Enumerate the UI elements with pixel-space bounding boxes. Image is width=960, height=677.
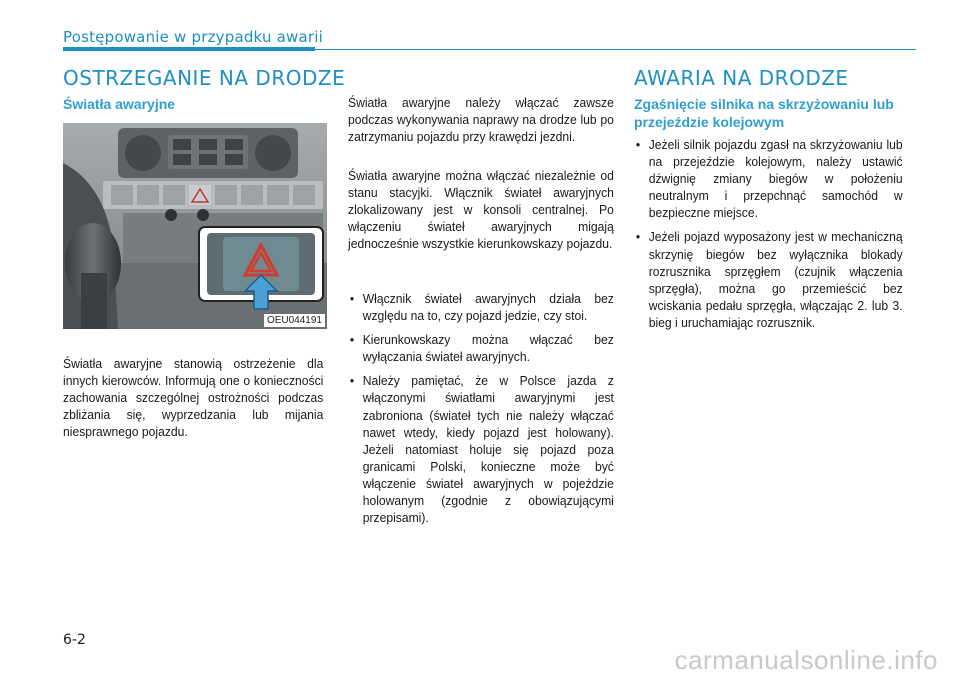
list-item: • Włącznik świateł awaryjnych działa bez względu na to, czy pojazd jedzie, czy stoi. [348,290,614,324]
paragraph-switch-location: Światła awaryjne można włączać niezależnie od stanu stacyjki. Włącznik świateł awaryjnych zlokalizowany jest w konsoli centralnej. Po włączeniu świateł awaryjnych migają jednocześnie wszystkie kierunkowskazy pojazdu. [348,168,614,252]
dashboard-illustration [63,123,327,329]
paragraph-hazard-intro: Światła awaryjne stanowią ostrzeżenie dla innych kierowców. Informują one o konieczności zachowania szczególnej ostrożności podczas zbliżania się, wyprzedzania lub mijania niesprawnego pojazdu. [63,356,324,440]
paragraph-when-to-use: Światła awaryjne należy włączać zawsze podczas wykonywania naprawy na drodze lub po zatrzymaniu pojazdu przy krawędzi jezdni. [348,95,614,145]
list-item: • Jeżeli pojazd wyposażony jest w mechaniczną skrzynię biegów bez wyłącznika blokady rozrusznika sprzęgłem (czujnik włączenia sprzęgła), można go przemieścić bez wciskania pedału sprzęgła, włączając 2. lub 3. bieg i uruchamiając rozrusznik. [634,228,903,331]
list-item: • Należy pamiętać, że w Polsce jazda z włączonymi światłami awaryjnymi jest zabroniona (świateł tych nie należy włączać nawet wtedy, kiedy pojazd jest holowany). Jeżeli natomiast holuje się pojazd poza granicami Polski, konieczne może być włączenie świateł awaryjnych w pojeździe holowanym (zgodnie z obowiązującymi przepisami). [348,372,614,526]
header-rule [63,49,916,50]
photo-caption: OEU044191 [264,314,325,327]
page-number: 6-2 [63,632,86,648]
bullet-list-hazard [348,290,614,533]
section-title-breakdown: AWARIA NA DRODZE [634,66,849,90]
list-item: • Jeżeli silnik pojazdu zgasł na skrzyżowaniu lub na przejeździe kolejowym, należy ustawić dźwignię zmiany biegów w położeniu neutralnym i przepchnąć samochód w bezpieczne miejsce. [634,136,903,221]
watermark: carmanualsonline.info [674,645,938,675]
chapter-title: Postępowanie w przypadku awarii [63,28,324,46]
section-title-warning: OSTRZEGANIE NA DRODZE [63,66,346,90]
bullet-list-breakdown [634,136,903,338]
list-item: • Kierunkowskazy można włączać bez wyłączania świateł awaryjnych. [348,331,614,365]
hazard-switch-photo [63,123,327,329]
subtitle-hazard-lights: Światła awaryjne [63,96,176,112]
subtitle-engine-stall: Zgaśnięcie silnika na skrzyżowaniu lub przejeździe kolejowym [634,96,894,130]
